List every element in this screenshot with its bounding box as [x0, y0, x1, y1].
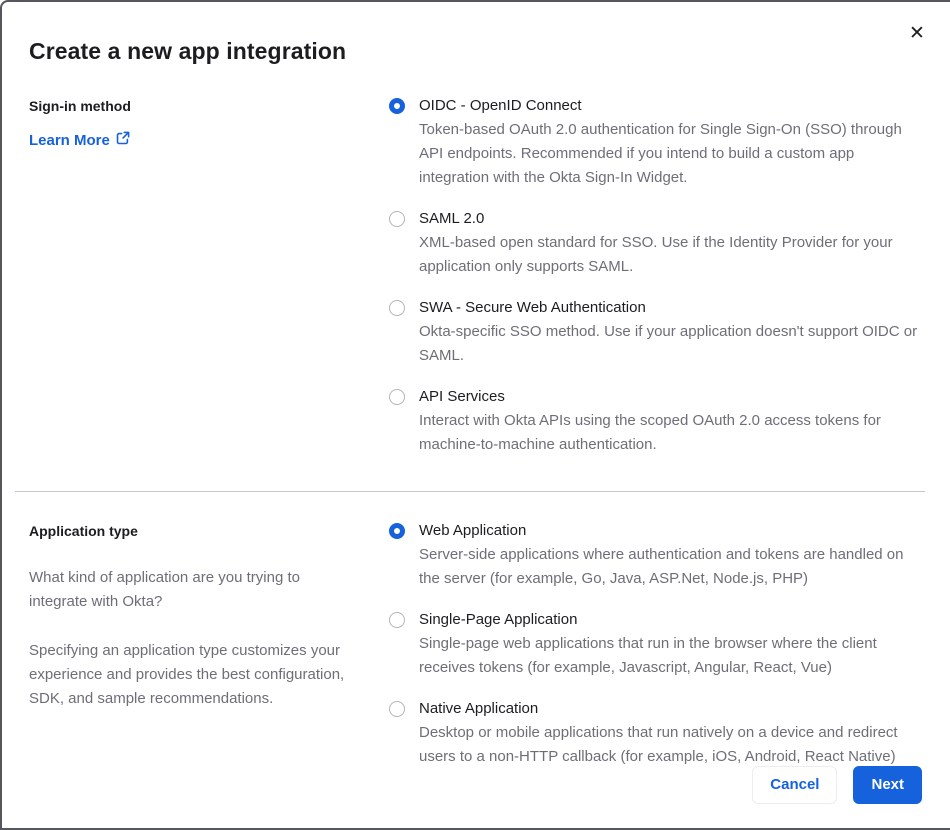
radio-button-swa[interactable] [389, 300, 405, 316]
learn-more-label: Learn More [29, 131, 110, 149]
application-type-help-text: Specifying an application type customizes your experience and provides the best configuration, SDK, and sample recommendations. [29, 642, 345, 707]
signin-method-section [29, 94, 925, 457]
apptype-option-native[interactable] [389, 697, 925, 769]
cancel-button[interactable]: Cancel [752, 766, 837, 804]
signin-method-label: Sign-in method [29, 98, 131, 114]
application-type-options-group [389, 519, 925, 769]
option-label: Web Application [419, 522, 527, 539]
radio-button-oidc[interactable] [389, 98, 405, 114]
next-button[interactable]: Next [853, 766, 922, 804]
option-description: Single-page web applications that run in the browser where the client receives tokens (for example, Javascript, Angular, React, Vue) [419, 635, 877, 676]
radio-button-native-application[interactable] [389, 701, 405, 717]
option-label: OIDC - OpenID Connect [419, 97, 582, 114]
close-icon[interactable]: ✕ [905, 22, 929, 46]
option-description: Server-side applications where authentication and tokens are handled on the server (for example, Go, Java, ASP.Net, Node.js, PHP) [419, 546, 904, 587]
signin-option-saml[interactable] [389, 207, 925, 279]
option-description: XML-based open standard for SSO. Use if the Identity Provider for your application only supports SAML. [419, 234, 893, 275]
application-type-question: What kind of application are you trying to integrate with Okta? [29, 569, 300, 610]
option-description: Desktop or mobile applications that run natively on a device and redirect users to a non-HTTP callback (for example, iOS, Android, React Native) [419, 724, 898, 765]
dialog-title: Create a new app integration [29, 38, 347, 64]
application-type-label: Application type [29, 523, 138, 539]
option-description: Okta-specific SSO method. Use if your application doesn't support OIDC or SAML. [419, 323, 918, 364]
apptype-option-spa[interactable] [389, 608, 925, 680]
radio-button-web-application[interactable] [389, 523, 405, 539]
dialog-footer [752, 766, 922, 804]
radio-button-single-page-application[interactable] [389, 612, 405, 628]
application-type-section [29, 519, 925, 769]
option-label: SAML 2.0 [419, 210, 485, 227]
option-label: API Services [419, 388, 505, 405]
option-description: Token-based OAuth 2.0 authentication for Single Sign-On (SSO) through API endpoints. Recommended if you intend to build a custom app integration with the Okta Sign-In Widget. [419, 121, 902, 186]
section-divider [15, 491, 925, 492]
learn-more-link[interactable] [29, 131, 130, 149]
signin-option-api-services[interactable] [389, 385, 925, 457]
option-label: Single-Page Application [419, 611, 578, 628]
apptype-option-web[interactable] [389, 519, 925, 591]
option-label: Native Application [419, 700, 539, 717]
signin-option-oidc[interactable] [389, 94, 925, 190]
option-description: Interact with Okta APIs using the scoped OAuth 2.0 access tokens for machine-to-machine authentication. [419, 412, 881, 453]
signin-options-group [389, 94, 925, 457]
radio-button-saml[interactable] [389, 211, 405, 227]
option-label: SWA - Secure Web Authentication [419, 299, 646, 316]
signin-option-swa[interactable] [389, 296, 925, 368]
radio-button-api-services[interactable] [389, 389, 405, 405]
external-link-icon [116, 131, 130, 149]
